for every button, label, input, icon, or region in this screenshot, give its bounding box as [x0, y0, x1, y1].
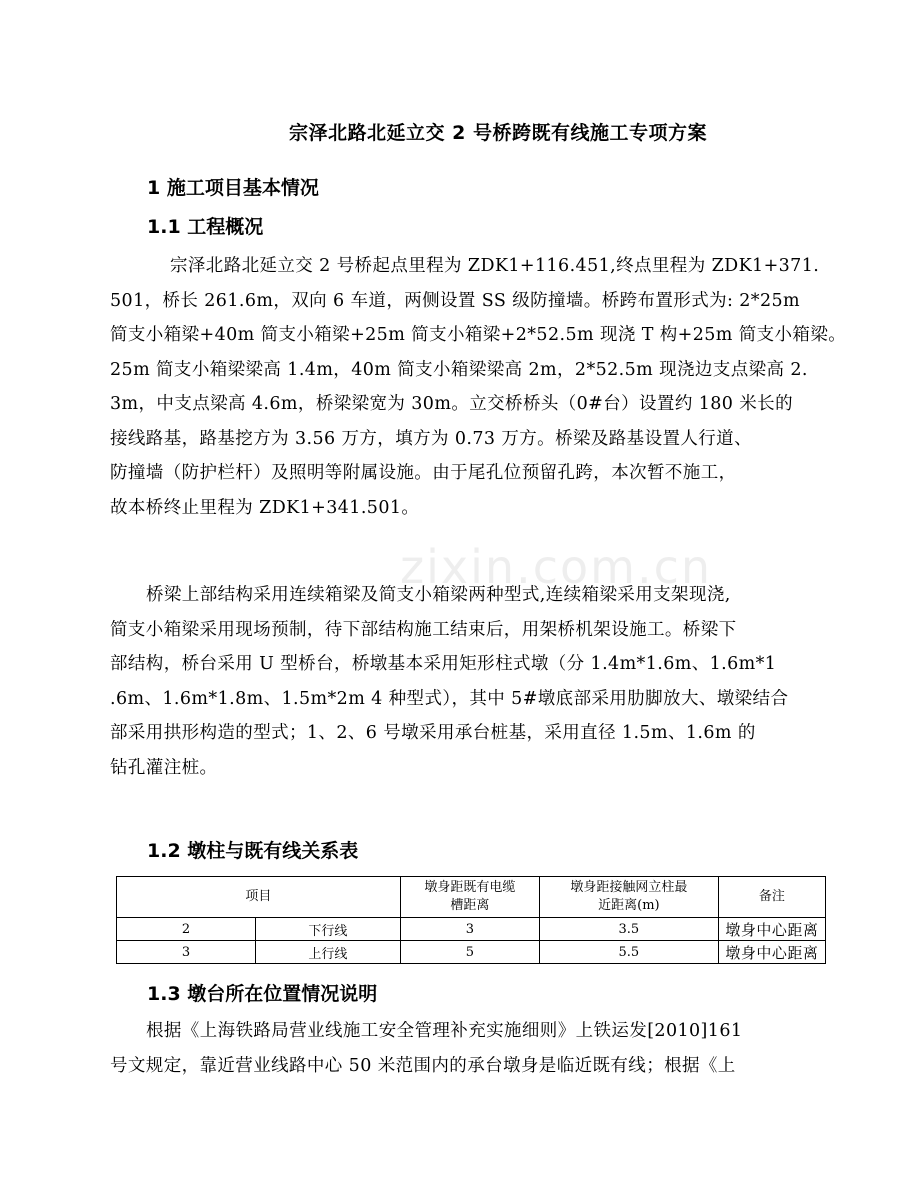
cell-pole: 3.5 — [539, 918, 718, 941]
paragraph-line: 3m，中支点梁高 4.6m，桥梁梁宽为 30m。立交桥桥头（0#台）设置约 180 米长的 — [110, 394, 793, 414]
table-header-pole — [539, 877, 718, 918]
paragraph-overview — [110, 249, 847, 525]
header-line: 墩身距接触网立柱最 — [570, 880, 688, 895]
cell-line: 下行线 — [256, 918, 401, 941]
table-row — [117, 941, 826, 964]
cell-note: 墩身中心距离 — [718, 918, 825, 941]
paragraph-line: 501，桥长 261.6m，双向 6 车道，两侧设置 SS 级防撞墙。桥跨布置形式为: 2*25m — [110, 290, 801, 311]
paragraph-line: 钻孔灌注桩。 — [110, 757, 218, 778]
table-row — [117, 918, 826, 941]
cell-note: 墩身中心距离 — [718, 941, 825, 964]
paragraph-line: 宗泽北路北延立交 2 号桥起点里程为 ZDK1+116.451,终点里程为 ZDK1+371. — [170, 256, 820, 276]
table-header-cable — [400, 877, 539, 918]
cell-pier: 2 — [117, 918, 256, 941]
paragraph-location — [110, 1014, 828, 1083]
paragraph-structure — [110, 578, 828, 785]
paragraph-line: 故本桥终止里程为 ZDK1+341.501。 — [110, 497, 420, 518]
cell-cable: 3 — [400, 918, 539, 941]
paragraph-line: 号文规定，靠近营业线路中心 50 米范围内的承台墩身是临近既有线；根据《上 — [110, 1055, 736, 1076]
paragraph-line: .6m、1.6m*1.8m、1.5m*2m 4 种型式），其中 5#墩底部采用肋脚放大、墩梁结合 — [110, 688, 789, 709]
paragraph-line: 防撞墙（防护栏杆）及照明等附属设施。由于尾孔位预留孔跨，本次暂不施工， — [110, 463, 737, 483]
paragraph-line: 简支小箱梁采用现场预制，待下部结构施工结束后，用架桥机架设施工。桥梁下 — [110, 619, 737, 640]
table-header-row — [117, 877, 826, 918]
watermark: zixin.com.cn — [400, 540, 713, 594]
cell-cable: 5 — [400, 941, 539, 964]
cell-line: 上行线 — [256, 941, 401, 964]
document-title: 宗泽北路北延立交 2 号桥跨既有线施工专项方案 — [289, 122, 707, 144]
header-line: 槽距离 — [450, 898, 490, 913]
paragraph-line: 25m 简支小箱梁梁高 1.4m，40m 简支小箱梁梁高 2m，2*52.5m 现浇边支点梁高 2. — [110, 359, 808, 380]
paragraph-line: 桥梁上部结构采用连续箱梁及简支小箱梁两种型式,连续箱梁采用支架现浇, — [146, 585, 731, 605]
header-line: 近距离(m) — [598, 898, 660, 913]
paragraph-line: 部结构，桥台采用 U 型桥台，桥墩基本采用矩形柱式墩（分 1.4m*1.6m、1.6m*1 — [110, 654, 777, 674]
paragraph-line: 根据《上海铁路局营业线施工安全管理补充实施细则》上铁运发[2010]161 — [146, 1021, 743, 1041]
section-heading-1: 1 施工项目基本情况 — [147, 177, 319, 199]
section-heading-1-2: 1.2 墩柱与既有线关系表 — [147, 840, 359, 862]
cell-pole: 5.5 — [539, 941, 718, 964]
paragraph-line: 接线路基，路基挖方为 3.56 万方，填方为 0.73 万方。桥梁及路基设置人行道、 — [110, 428, 752, 449]
paragraph-line: 简支小箱梁+40m 简支小箱梁+25m 简支小箱梁+2*52.5m 现浇 T 构+25m 简支小箱梁。 — [110, 325, 847, 345]
pier-relation-table — [116, 876, 826, 964]
header-line: 墩身距既有电缆 — [424, 880, 516, 895]
cell-pier: 3 — [117, 941, 256, 964]
table-header-note: 备注 — [718, 877, 825, 918]
paragraph-line: 部采用拱形构造的型式；1、2、6 号墩采用承台桩基，采用直径 1.5m、1.6m 的 — [110, 723, 756, 743]
table-header-item: 项目 — [117, 877, 401, 918]
section-heading-1-1: 1.1 工程概况 — [147, 216, 264, 238]
section-heading-1-3: 1.3 墩台所在位置情况说明 — [147, 983, 378, 1005]
